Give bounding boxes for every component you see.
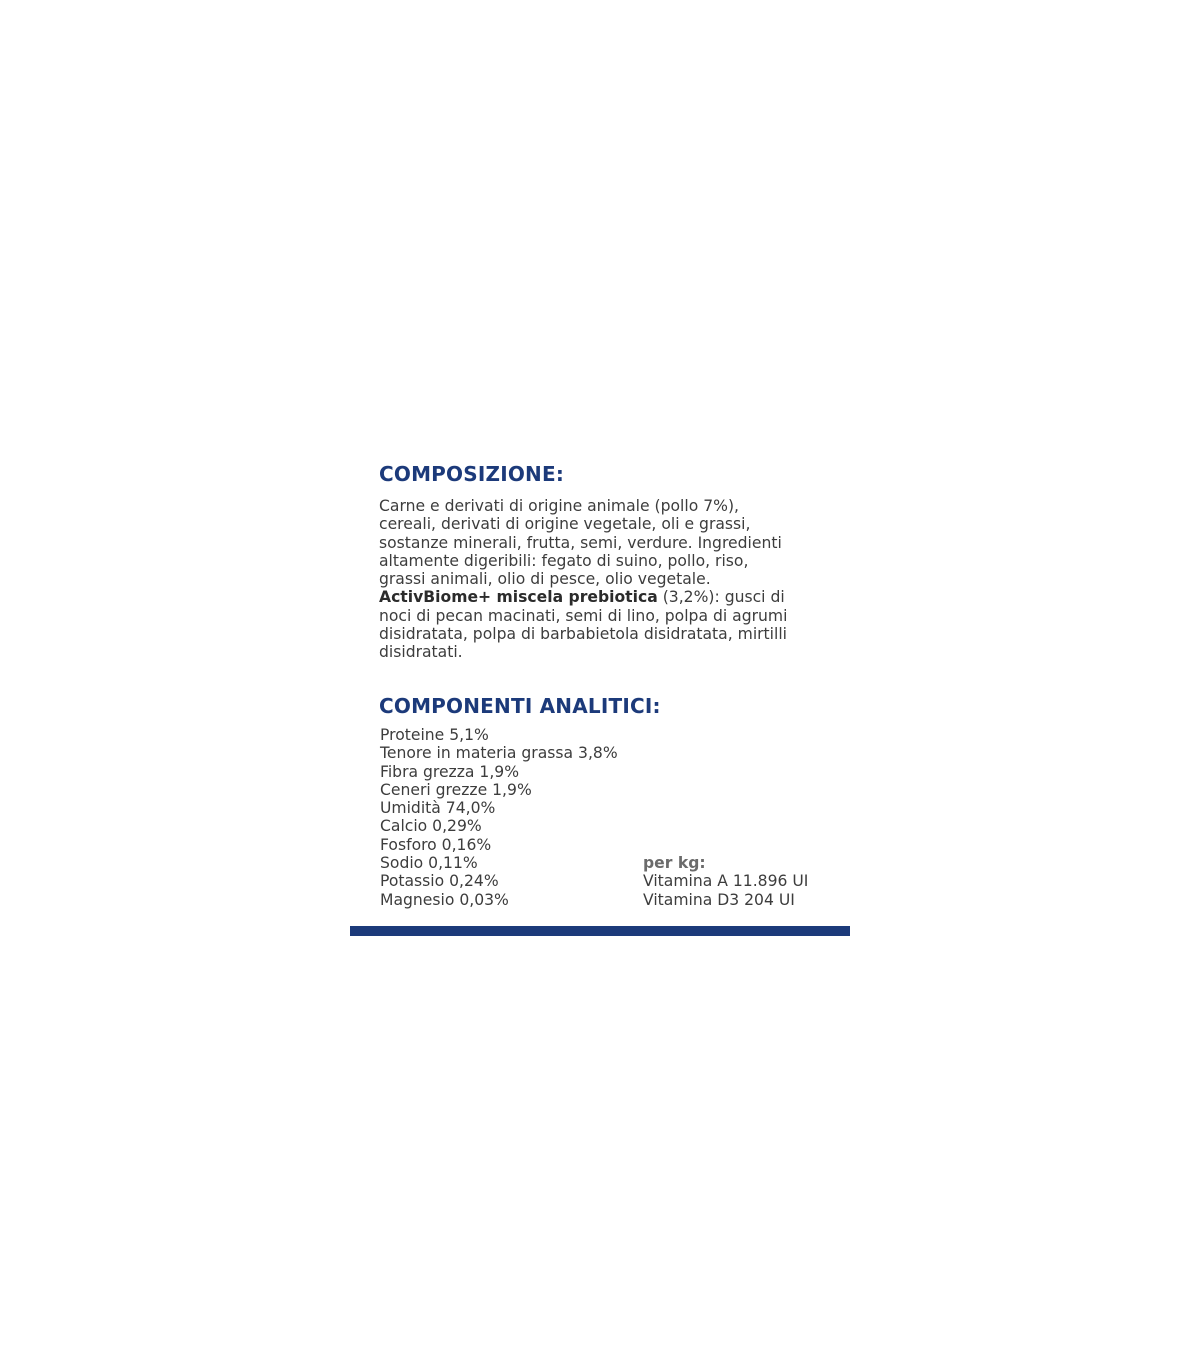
analytical-item-potassio: Potassio 0,24% [380,872,499,891]
analytical-item-calcio: Calcio 0,29% [380,817,482,836]
vitamins-per-kg [643,854,808,909]
vitamin-a: Vitamina A 11.896 UI [643,872,809,891]
analytical-heading: COMPONENTI ANALITICI: [379,694,661,718]
analytical-item-fibra: Fibra grezza 1,9% [380,762,520,781]
composition-heading: COMPOSIZIONE: [379,462,565,486]
analytical-item-grassi: Tenore in materia grassa 3,8% [380,744,618,763]
composition-line: disidratati. [379,643,463,662]
nutrition-label [350,450,850,936]
prebiotic-line [379,588,839,606]
analytical-item-fosforo: Fosforo 0,16% [380,835,492,854]
composition-line: sostanze minerali, frutta, semi, verdure. Ingredienti [379,533,782,552]
prebiotic-blend-name: ActivBiome+ miscela prebiotica [379,588,658,607]
composition-line: grassi animali, olio di pesce, olio vegetale. [379,570,711,589]
composition-line: noci di pecan macinati, semi di lino, polpa di agrumi [379,606,788,625]
vitamin-d3: Vitamina D3 204 UI [643,890,795,909]
analytical-item-umidita: Umidità 74,0% [380,799,496,818]
analytical-components-list [380,726,618,909]
prebiotic-detail: (3,2%): gusci di [657,588,785,607]
analytical-item-sodio: Sodio 0,11% [380,854,478,873]
composition-line: Carne e derivati di origine animale (pollo 7%), [379,497,739,515]
bottom-accent-bar [350,926,850,936]
analytical-item-proteine: Proteine 5,1% [380,726,489,744]
analytical-item-ceneri: Ceneri grezze 1,9% [380,780,532,799]
composition-line: disidratata, polpa di barbabietola disidratata, mirtilli [379,625,788,644]
composition-line: altamente digeribili: fegato di suino, pollo, riso, [379,551,749,570]
analytical-item-magnesio: Magnesio 0,03% [380,890,509,909]
composition-text [379,497,839,662]
per-kg-label: per kg: [643,854,706,872]
composition-line: cereali, derivati di origine vegetale, oli e grassi, [379,515,751,534]
